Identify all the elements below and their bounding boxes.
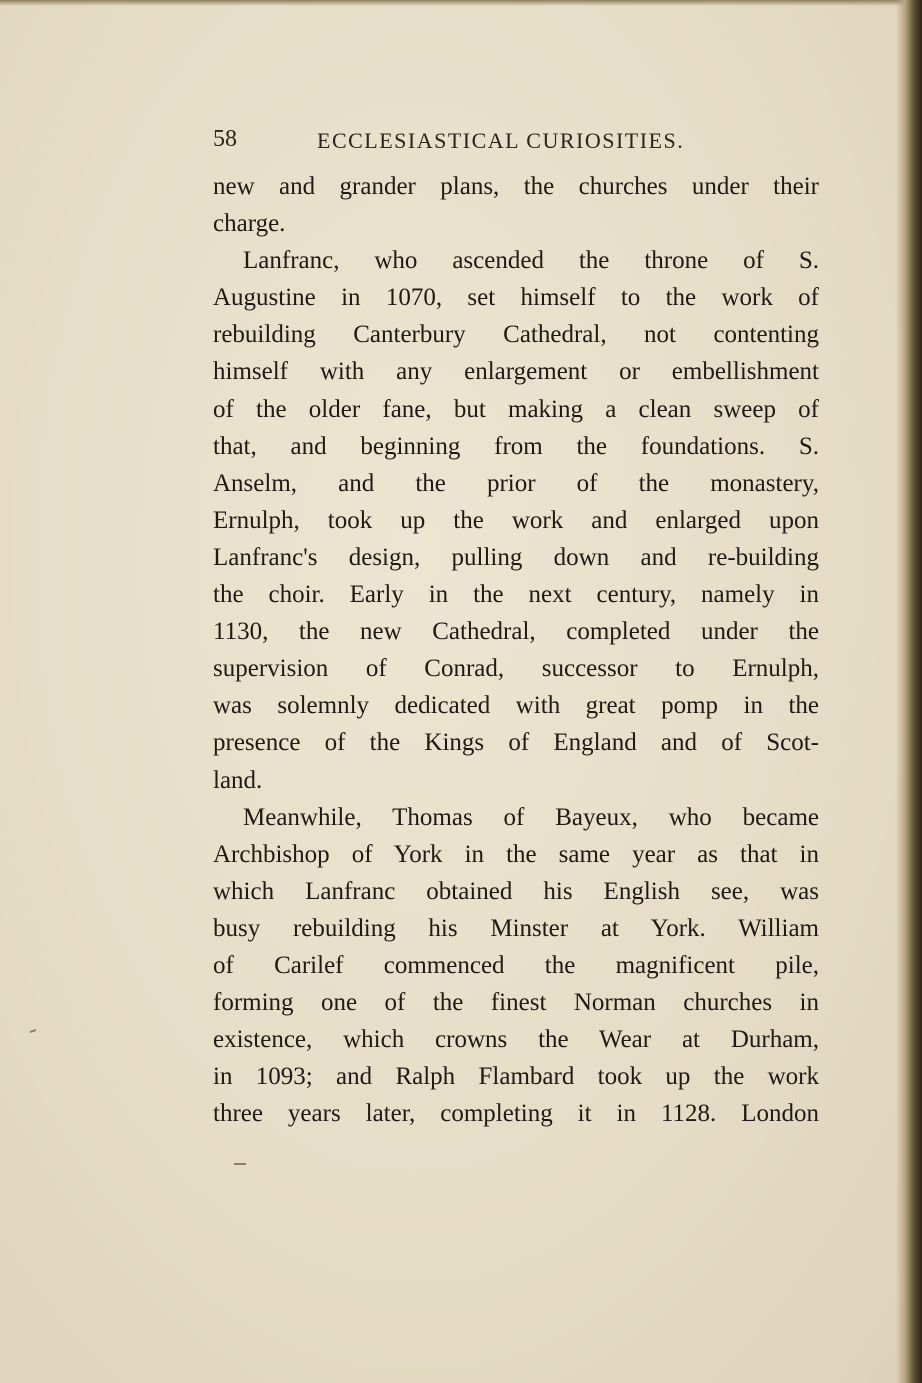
text-line: of Carilef commenced the magnificent pile, [213,951,819,979]
text-line: Lanfranc's design, pulling down and re-building [213,543,819,571]
text-line: which Lanfranc obtained his English see, was [213,877,819,905]
text-line: land. [213,766,263,794]
page-binding-edge [896,0,922,1383]
text-line: new and grander plans, the churches under their [213,173,819,200]
page-top-edge [0,0,922,6]
text-line: Meanwhile, Thomas of Bayeux, who became [243,803,819,831]
text-line: forming one of the finest Norman churches in [213,989,819,1017]
text-line: of the older fane, but making a clean sweep of [213,395,819,423]
text-line: Anselm, and the prior of the monastery, [213,469,819,497]
stray-mark [234,1163,246,1165]
text-line: supervision of Conrad, successor to Ernulph, [213,655,819,683]
stray-mark [30,1029,36,1033]
text-line: Augustine in 1070, set himself to the work of [213,284,819,312]
text-line: Ernulph, took up the work and enlarged upon [213,506,819,534]
page-header [213,120,813,160]
text-line: 1130, the new Cathedral, completed under the [213,618,819,646]
text-line: Archbishop of York in the same year as that in [213,840,819,868]
text-line: was solemnly dedicated with great pomp in the [213,692,819,720]
text-line: existence, which crowns the Wear at Durham, [213,1026,819,1054]
text-line: rebuilding Canterbury Cathedral, not contenting [213,321,819,349]
text-line: that, and beginning from the foundations. S. [213,432,819,460]
running-title: ECCLESIASTICAL CURIOSITIES. [317,128,685,153]
page-number: 58 [213,126,237,152]
body-text [213,168,819,1132]
text-line: Lanfranc, who ascended the throne of S. [243,247,819,275]
text-line: in 1093; and Ralph Flambard took up the work [213,1063,819,1091]
text-line: presence of the Kings of England and of Scot- [213,729,819,757]
text-line: three years later, completing it in 1128. London [213,1100,819,1128]
text-line: himself with any enlargement or embellishment [213,358,819,386]
text-line: charge. [213,210,286,238]
text-line: the choir. Early in the next century, namely in [213,581,819,609]
text-line: busy rebuilding his Minster at York. William [213,914,819,942]
